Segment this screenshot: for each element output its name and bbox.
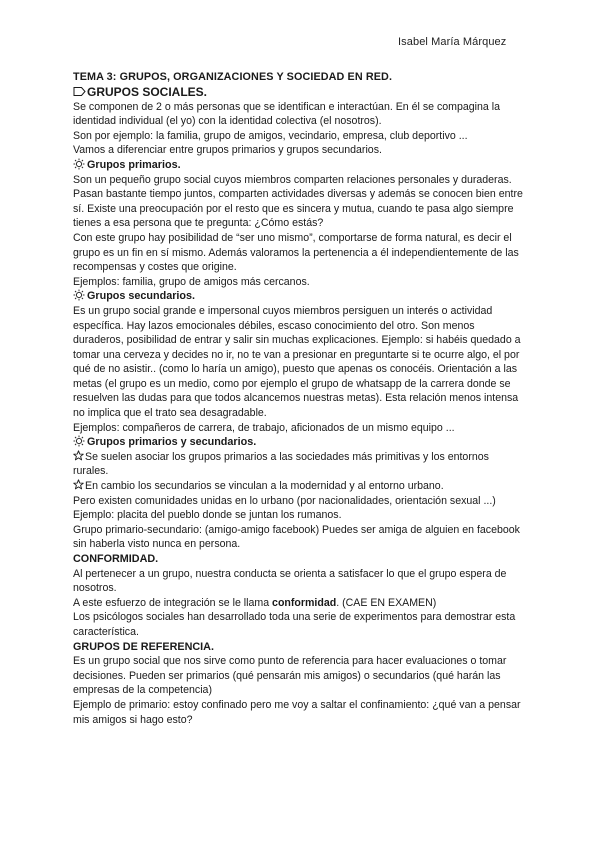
- paragraph: Pero existen comunidades unidas en lo urbano (por nacionalidades, orientación sexual ...): [73, 494, 496, 507]
- sun-icon: [73, 289, 86, 300]
- sun-icon: [73, 435, 86, 446]
- paragraph: Se componen de 2 o más personas que se identifican e interactúan. En él se compagina la identidad individual (el yo) con la identidad colectiva (el nosotros).: [73, 100, 500, 128]
- heading-grupos-de-referencia: GRUPOS DE REFERENCIA.: [73, 640, 214, 653]
- paragraph: Ejemplos: familia, grupo de amigos más cercanos.: [73, 275, 310, 288]
- sun-icon: [73, 158, 86, 169]
- paragraph: Al pertenecer a un grupo, nuestra conducta se orienta a satisfacer lo que el grupo espera de nosotros.: [73, 567, 507, 595]
- paragraph: Ejemplos: compañeros de carrera, de trabajo, aficionados de un mismo equipo ...: [73, 421, 455, 434]
- star-icon: [73, 450, 84, 461]
- star-icon: [73, 479, 84, 490]
- author-name: Isabel María Márquez: [398, 36, 507, 48]
- paragraph: Grupo primario-secundario: (amigo-amigo facebook) Puedes ser amiga de alguien en facebook sin haberla visto nunca en persona.: [73, 523, 520, 551]
- bold-term: conformidad: [272, 596, 337, 609]
- document-body: [73, 70, 525, 727]
- bullet-item: En cambio los secundarios se vinculan a la modernidad y al entorno urbano.: [73, 479, 525, 494]
- document-title: TEMA 3: GRUPOS, ORGANIZACIONES Y SOCIEDAD EN RED.: [73, 71, 393, 83]
- paragraph: A este esfuerzo de integración se le llama conformidad. (CAE EN EXAMEN): [73, 596, 437, 609]
- heading-conformidad: CONFORMIDAD.: [73, 553, 159, 565]
- paragraph: Vamos a diferenciar entre grupos primarios y grupos secundarios.: [73, 144, 382, 157]
- paragraph: Los psicólogos sociales han desarrollado toda una serie de experimentos para demostrar esta característica.: [73, 611, 516, 638]
- paragraph: Ejemplo de primario: estoy confinado pero me voy a saltar el confinamiento: ¿qué van a pensar mis amigos si hago esto?: [73, 698, 521, 726]
- heading-grupos-primarios: Grupos primarios.: [73, 158, 525, 173]
- bullet-item: Se suelen asociar los grupos primarios a las sociedades más primitivas y los entornos rurales.: [73, 450, 489, 478]
- heading-grupos-secundarios: Grupos secundarios.: [73, 289, 525, 304]
- paragraph: Con este grupo hay posibilidad de “ser uno mismo”, comportarse de forma natural, es decir el grupo es un fin en sí mismo. Además valoramos la pertenencia a él independientemente de las recompensas y costes que origine.: [73, 231, 519, 274]
- heading-grupos-primarios-y-secundarios: Grupos primarios y secundarios.: [73, 435, 525, 450]
- heading-grupos-sociales: GRUPOS SOCIALES.: [73, 85, 525, 100]
- paragraph: Es un grupo social grande e impersonal cuyos miembros persiguen un interés o actividad específica. Hay lazos emocionales débiles, escaso conocimiento del otro. Son menos duraderos, posibilidad de entrar y salir sin muchas explicaciones. Ejemplo: si habéis quedado a tomar una cerveza y decides no ir, no te van a presionar en preguntarte si te ocurre algo, el por qué de no asistir.. (como lo haría un amigo), puesto que apenas os conocéis. Orientación a las metas (el grupo es un medio, como por ejemplo el grupo de whatsapp de la carrera donde se resuelven las dudas para que todos alcancemos nuestras metas). Esta relación menos intensa no implica que el trato sea desagradable.: [73, 304, 521, 420]
- paragraph: Es un grupo social que nos sirve como punto de referencia para hacer evaluaciones o tomar decisiones. Pueden ser primarios (qué pensarán mis amigos) o secundarios (qué harán las empresas de la competencia): [73, 655, 507, 697]
- paragraph: Son un pequeño grupo social cuyos miembros comparten relaciones personales y duraderas. Pasan bastante tiempo juntos, comparten actividades diversas y además se conocen bien entre sí. Existe una preocupación por el resto que es sincera y mutua, cuando te pasa algo siempre tienes a esa persona que te pregunta: ¿Cómo estás?: [73, 173, 523, 230]
- paragraph: Ejemplo: placita del pueblo donde se juntan los rumanos.: [73, 509, 342, 522]
- tag-icon: [73, 86, 86, 97]
- paragraph: Son por ejemplo: la familia, grupo de amigos, vecindario, empresa, club deportivo ...: [73, 129, 468, 142]
